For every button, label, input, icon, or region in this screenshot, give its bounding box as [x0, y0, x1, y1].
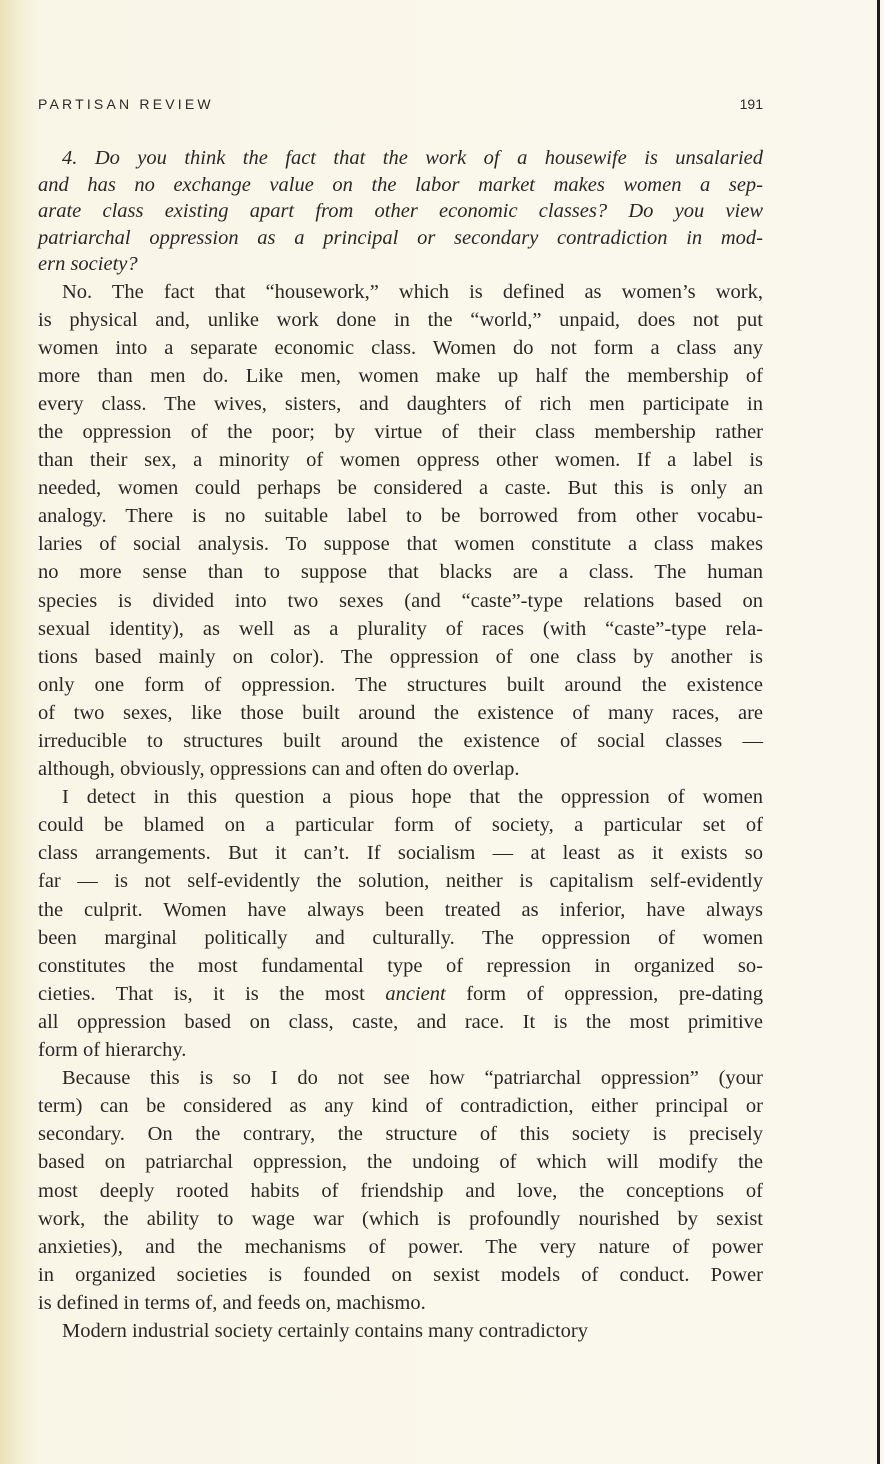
- text-line: based on patriarchal oppression, the undoing of which will modify the: [38, 1151, 763, 1174]
- text-segment: cieties. That is, it is the most: [38, 982, 386, 1005]
- text-line: is defined in terms of, and feeds on, machismo.: [38, 1291, 426, 1314]
- text-line: no more sense than to suppose that blacks are a class. The human: [38, 561, 763, 584]
- answer: [38, 278, 763, 1346]
- text-line: laries of social analysis. To suppose that women constitute a class makes: [38, 533, 763, 556]
- text-segment: form of oppression, pre-dating: [445, 982, 763, 1005]
- emphasized-word: ancient: [385, 982, 446, 1005]
- text-line: anxieties), and the mechanisms of power. The very nature of power: [38, 1235, 763, 1258]
- text-line: been marginal politically and culturally. The oppression of women: [38, 926, 763, 949]
- text-line: patriarchal oppression as a principal or secondary contradiction in mod-: [38, 226, 763, 249]
- text-line: Because this is so I do not see how “patriarchal oppression” (your: [62, 1067, 763, 1090]
- text-line: women into a separate economic class. Women do not form a class any: [38, 336, 763, 359]
- paragraph: [38, 1064, 763, 1317]
- running-head: PARTISAN REVIEW: [38, 96, 214, 112]
- text-line: every class. The wives, sisters, and daughters of rich men participate in: [38, 392, 763, 415]
- text-line: term) can be considered as any kind of contradiction, either principal or: [38, 1095, 763, 1118]
- text-line: than their sex, a minority of women oppress other women. If a label is: [38, 449, 763, 472]
- text-line: irreducible to structures built around the existence of social classes —: [38, 730, 763, 752]
- text-line: and has no exchange value on the labor market makes women a sep-: [38, 173, 763, 196]
- text-line: could be blamed on a particular form of society, a particular set of: [38, 814, 763, 837]
- text-line: far — is not self-evidently the solution, neither is capitalism self-evidently: [38, 870, 763, 893]
- text-line: the culprit. Women have always been treated as inferior, have always: [38, 898, 763, 921]
- text-line: form of hierarchy.: [38, 1039, 187, 1062]
- text-line: analogy. There is no suitable label to be borrowed from other vocabu-: [38, 505, 763, 528]
- page-edge-shadow: [877, 0, 880, 1464]
- text-line: more than men do. Like men, women make up half the membership of: [38, 364, 763, 387]
- text-line: in organized societies is founded on sexist models of conduct. Power: [38, 1263, 763, 1286]
- text-line: [38, 980, 763, 1008]
- paragraph: [38, 783, 763, 1064]
- text-line: only one form of oppression. The structures built around the existence: [38, 673, 763, 696]
- text-line: work, the ability to wage war (which is profoundly nourished by sexist: [38, 1207, 763, 1230]
- text-line: I detect in this question a pious hope that the oppression of women: [62, 786, 763, 809]
- text-line: class arrangements. But it can’t. If socialism — at least as it exists so: [38, 842, 763, 865]
- text-line: the oppression of the poor; by virtue of their class membership rather: [38, 420, 763, 443]
- body-text: [38, 145, 763, 1345]
- text-line: all oppression based on class, caste, and race. It is the most primitive: [38, 1010, 763, 1033]
- paragraph: [38, 1317, 763, 1345]
- text-line: constitutes the most fundamental type of repression in organized so-: [38, 954, 763, 977]
- question: [38, 145, 763, 278]
- text-line: arate class existing apart from other economic classes? Do you view: [38, 200, 763, 222]
- text-line: species is divided into two sexes (and “caste”-type relations based on: [38, 589, 763, 612]
- text-line: although, obviously, oppressions can and often do overlap.: [38, 758, 520, 781]
- text-line: sexual identity), as well as a plurality of races (with “caste”-type rela-: [38, 617, 763, 640]
- paragraph: [38, 278, 763, 784]
- text-line: tions based mainly on color). The oppression of one class by another is: [38, 645, 763, 668]
- page-header: [38, 96, 763, 120]
- text-line: is physical and, unlike work done in the “world,” unpaid, does not put: [38, 308, 763, 331]
- text-line: ern society?: [38, 253, 138, 275]
- text-line: Modern industrial society certainly contains many contradictory: [62, 1319, 589, 1342]
- text-line: most deeply rooted habits of friendship and love, the conceptions of: [38, 1179, 763, 1202]
- text-line: of two sexes, like those built around the existence of many races, are: [38, 701, 763, 724]
- text-line: 4. Do you think the fact that the work of a housewife is unsalaried: [62, 147, 763, 169]
- text-line: secondary. On the contrary, the structure of this society is precisely: [38, 1123, 763, 1146]
- text-line: No. The fact that “housework,” which is defined as women’s work,: [62, 280, 763, 303]
- page-number: 191: [739, 96, 763, 112]
- text-line: needed, women could perhaps be considered a caste. But this is only an: [38, 477, 763, 500]
